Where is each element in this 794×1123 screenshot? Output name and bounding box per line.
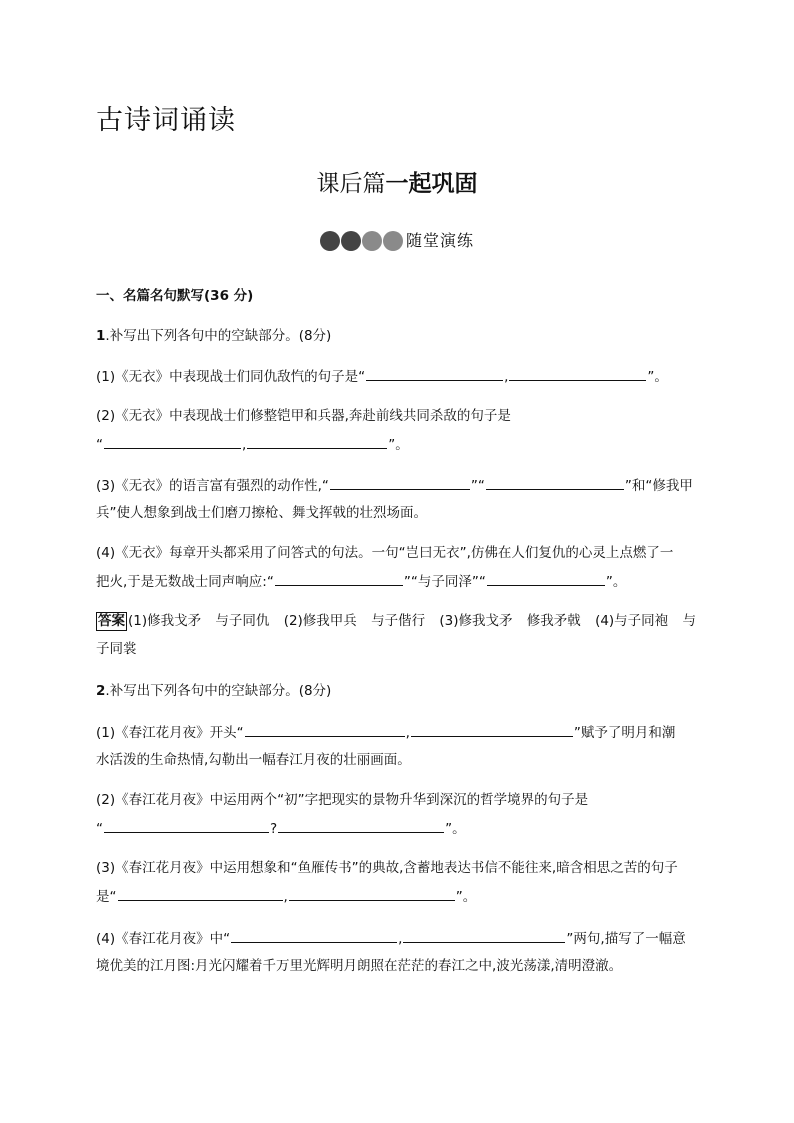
q2-sub4-line1 (96, 928, 686, 949)
blank-field[interactable] (118, 886, 283, 901)
q2-sub2-sep: ? (270, 821, 278, 837)
blank-field[interactable] (104, 818, 269, 833)
blank-field[interactable] (245, 722, 405, 737)
sub-banner-text: 随堂演练 (405, 231, 474, 250)
q1-answer-line2: 子同裳 (96, 641, 137, 657)
q1-sub2-open: “ (96, 437, 103, 453)
q2-number: 2 (96, 683, 106, 699)
section-title (0, 168, 794, 200)
blank-field[interactable] (247, 434, 387, 449)
q1-answer-first (96, 611, 201, 631)
q1-sub4-end: ”。 (605, 574, 627, 590)
part-one-heading: 一、名篇名句默写(36 分) (96, 288, 254, 304)
q1-sub4-text: 把火,于是无数战士同声响应:“ (96, 574, 274, 590)
q1-sub2-sep: , (242, 437, 247, 453)
dot-icon (383, 231, 403, 251)
blank-field[interactable] (366, 366, 503, 381)
q1-stem-text: .补写出下列各句中的空缺部分。(8分) (105, 328, 332, 344)
q1-sub3-tail: ”和“修我甲 (624, 478, 693, 494)
q2-stem (96, 681, 331, 701)
q2-sub3-end: ”。 (455, 889, 477, 905)
q2-sub4-line2: 境优美的江月图:月光闪耀着千万里光辉明月朗照在茫茫的春江之中,波光荡漾,清明澄澈。 (96, 958, 623, 974)
q1-sub4-mid: ”“与子同泽”“ (403, 574, 486, 590)
q1-sub3-line2: 兵”使人想象到战士们磨刀擦枪、舞戈挥戟的壮烈场面。 (96, 505, 427, 521)
q1-sub3-mid: ”“ (470, 478, 485, 494)
q2-sub1-line2: 水活泼的生命热情,勾勒出一幅春江月夜的壮丽画面。 (96, 752, 411, 768)
q1-sub1-text: (1)《无衣》中表现战士们同仇敌忾的句子是“ (96, 369, 366, 385)
q2-stem-text: .补写出下列各句中的空缺部分。(8分) (105, 683, 332, 699)
q2-sub1-sep: , (405, 725, 410, 741)
blank-field[interactable] (330, 475, 470, 490)
q1-number: 1 (96, 328, 106, 344)
sub-banner (0, 230, 794, 252)
answer-part: 与子同仇 (215, 613, 270, 629)
blank-field[interactable] (289, 886, 455, 901)
q2-sub3-line2 (96, 886, 476, 907)
answer-part: (3)修我戈矛 (439, 613, 513, 629)
blank-field[interactable] (403, 928, 565, 943)
page-title: 古诗词诵读 (96, 105, 236, 136)
answer-part: 与子偕行 (371, 613, 426, 629)
answer-part: (4)与子同袍 (595, 613, 669, 629)
q2-sub1-text: (1)《春江花月夜》开头“ (96, 725, 244, 741)
answer-part: 修我矛戟 (526, 613, 581, 629)
dot-icon (362, 231, 382, 251)
q2-sub3-sep: , (283, 889, 288, 905)
dot-icon (320, 231, 340, 251)
q2-sub3-open: 是“ (96, 889, 117, 905)
q2-sub2-line1: (2)《春江花月夜》中运用两个“初”字把现实的景物升华到深沉的哲学境界的句子是 (96, 792, 589, 808)
answer-part: (1)修我戈矛 (128, 613, 202, 629)
q2-sub4-sep: , (398, 931, 403, 947)
answer-tag: 答案 (98, 613, 125, 629)
q1-sub1-sep: , (504, 369, 509, 385)
blank-field[interactable] (278, 818, 444, 833)
dot-row-icon (320, 231, 404, 251)
blank-field[interactable] (275, 571, 403, 586)
q1-sub3-line1 (96, 475, 693, 496)
section-title-plain: 课后篇 (316, 171, 386, 197)
q2-sub4-tail: ”两句,描写了一幅意 (566, 931, 686, 947)
q1-sub4-line2 (96, 571, 626, 592)
q1-sub2-line1: (2)《无衣》中表现战士们修整铠甲和兵器,奔赴前线共同杀敌的句子是 (96, 408, 511, 424)
q2-sub3-line1: (3)《春江花月夜》中运用想象和“鱼雁传书”的典故,含蓄地表达书信不能往来,暗含相思之苦的句子 (96, 860, 678, 876)
q1-answer-line1 (96, 611, 696, 631)
q2-sub4-text: (4)《春江花月夜》中“ (96, 931, 231, 947)
q1-sub2-line2 (96, 434, 409, 455)
blank-field[interactable] (486, 475, 624, 490)
q1-stem (96, 326, 331, 346)
q2-sub2-line2 (96, 818, 466, 839)
blank-field[interactable] (104, 434, 241, 449)
q1-sub4-line1: (4)《无衣》每章开头都采用了问答式的句法。一句“岂曰无衣”,仿佛在人们复仇的心灵上点燃了一 (96, 545, 674, 561)
q1-sub1-end: ”。 (647, 369, 668, 385)
q2-sub1-line1 (96, 722, 675, 743)
q2-sub2-end: ”。 (445, 821, 466, 837)
blank-field[interactable] (487, 571, 605, 586)
blank-field[interactable] (411, 722, 573, 737)
q1-sub2-end: ”。 (388, 437, 409, 453)
section-title-bold: 一起巩固 (385, 171, 478, 197)
q2-sub2-open: “ (96, 821, 103, 837)
dot-icon (341, 231, 361, 251)
q1-sub1 (96, 366, 668, 387)
answer-part: 与 (682, 613, 696, 629)
q2-sub1-tail: ”赋予了明月和潮 (573, 725, 676, 741)
answer-part: (2)修我甲兵 (283, 613, 357, 629)
q1-sub3-text: (3)《无衣》的语言富有强烈的动作性,“ (96, 478, 329, 494)
blank-field[interactable] (509, 366, 646, 381)
blank-field[interactable] (231, 928, 397, 943)
